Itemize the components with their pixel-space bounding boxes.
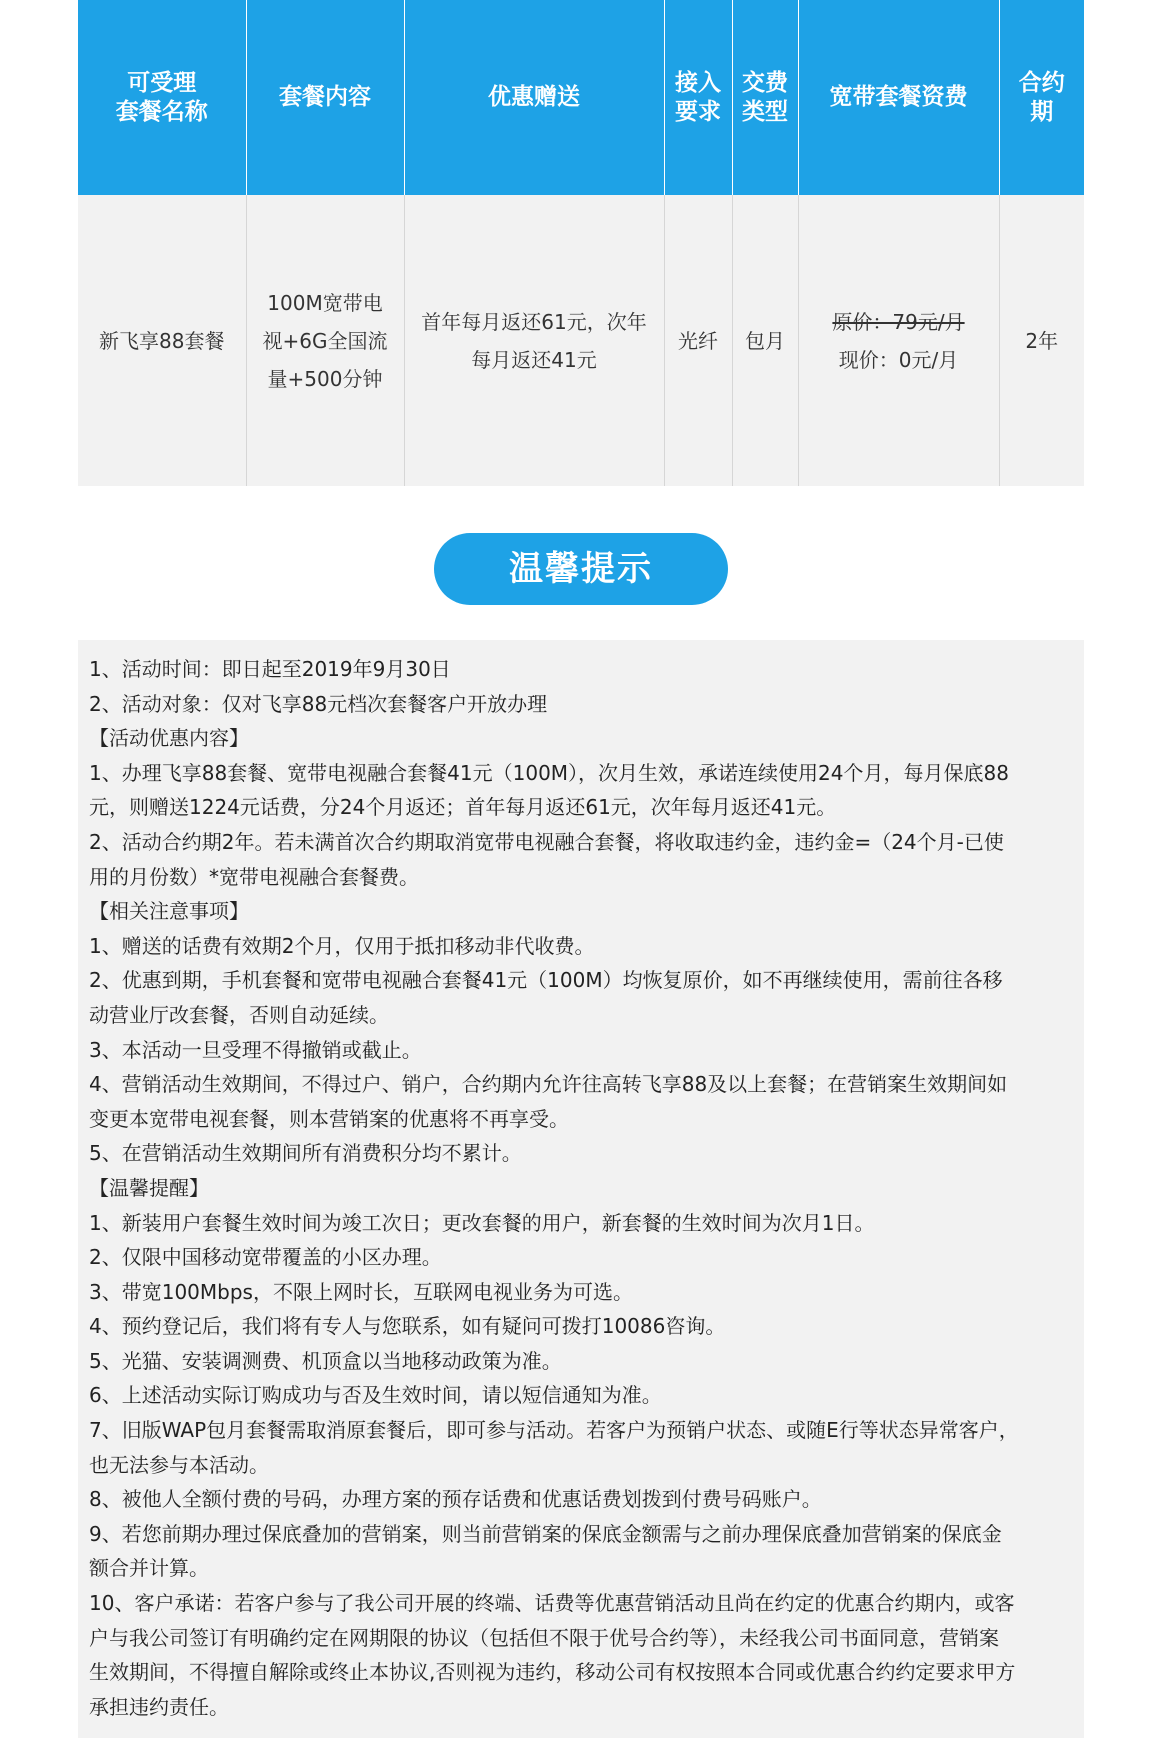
header-price — [798, 0, 999, 195]
note-line: 额合并计算。 — [89, 1556, 209, 1581]
header-plan-name — [78, 0, 246, 195]
note-line: 4、预约登记后，我们将有专人与您联系，如有疑问可拨打10086咨询。 — [89, 1314, 726, 1339]
note-line: 2、活动对象：仅对飞享88元档次套餐客户开放办理 — [89, 691, 548, 716]
note-line: 元，则赠送1224元话费，分24个月返还；首年每月返还61元，次年每月返还41元。 — [89, 795, 837, 820]
header-term — [999, 0, 1084, 195]
cell-term: 2年 — [999, 195, 1084, 486]
note-line: 3、本活动一旦受理不得撤销或截止。 — [89, 1037, 422, 1062]
note-line: 6、上述活动实际订购成功与否及生效时间，请以短信通知为准。 — [89, 1383, 662, 1408]
header-gift-label: 优惠赠送 — [488, 84, 580, 110]
header-gift — [404, 0, 664, 195]
cell-gift: 首年每月返还61元，次年每月返还41元 — [404, 195, 664, 486]
header-plan-name-label: 可受理 套餐名称 — [115, 69, 208, 125]
header-access-label: 接入 要求 — [675, 69, 721, 125]
header-plan-content-label: 套餐内容 — [279, 84, 371, 110]
note-line: 动营业厅改套餐，否则自动延续。 — [89, 1002, 389, 1027]
tip-title-badge: 温馨提示 — [434, 533, 728, 605]
note-line: 2、仅限中国移动宽带覆盖的小区办理。 — [89, 1245, 442, 1270]
note-line: 3、带宽100Mbps，不限上网时长，互联网电视业务为可选。 — [89, 1279, 633, 1304]
cell-payment: 包月 — [732, 195, 798, 486]
note-line: 用的月份数）*宽带电视融合套餐费。 — [89, 864, 419, 889]
plan-table-wrapper — [78, 0, 1084, 486]
note-line: 变更本宽带电视套餐，则本营销案的优惠将不再享受。 — [89, 1106, 569, 1131]
note-section-heading: 【活动优惠内容】 — [89, 726, 249, 751]
header-payment-label: 交费 类型 — [742, 69, 788, 125]
header-price-label: 宽带套餐资费 — [829, 84, 968, 110]
note-line: 9、若您前期办理过保底叠加的营销案，则当前营销案的保底金额需与之前办理保底叠加营销案的保底金 — [89, 1521, 1002, 1546]
cell-plan-content: 100M宽带电视+6G全国流量+500分钟 — [246, 195, 404, 486]
note-line: 1、活动时间：即日起至2019年9月30日 — [89, 657, 451, 681]
note-section-heading: 【温馨提醒】 — [89, 1175, 209, 1200]
note-section-heading: 【相关注意事项】 — [89, 899, 249, 924]
plan-table — [78, 0, 1084, 486]
header-term-label: 合约 期 — [1018, 69, 1065, 125]
note-line: 承担违约责任。 — [89, 1694, 229, 1719]
cell-plan-name: 新飞享88套餐 — [78, 195, 246, 486]
note-line: 1、赠送的话费有效期2个月，仅用于抵扣移动非代收费。 — [89, 933, 595, 958]
note-line: 户与我公司签订有明确约定在网期限的协议（包括但不限于优号合约等），未经我公司书面同意，营销案 — [89, 1625, 999, 1650]
note-line: 2、优惠到期，手机套餐和宽带电视融合套餐41元（100M）均恢复原价，如不再继续使用，需前往各移 — [89, 968, 1003, 993]
note-line: 1、新装用户套餐生效时间为竣工次日；更改套餐的用户，新套餐的生效时间为次月1日。 — [89, 1210, 875, 1235]
note-line: 4、营销活动生效期间，不得过户、销户，合约期内允许往高转飞享88及以上套餐；在营销案生效期间如 — [89, 1072, 1008, 1097]
header-access — [664, 0, 732, 195]
note-line: 生效期间，不得擅自解除或终止本协议,否则视为违约，移动公司有权按照本合同或优惠合约约定要求甲方 — [89, 1660, 1016, 1685]
cell-price — [798, 195, 999, 486]
notes-panel — [78, 640, 1084, 1738]
note-line: 5、在营销活动生效期间所有消费积分均不累计。 — [89, 1141, 522, 1166]
table-header-row — [78, 0, 1084, 195]
header-plan-content — [246, 0, 404, 195]
cell-access: 光纤 — [664, 195, 732, 486]
note-line: 7、旧版WAP包月套餐需取消原套餐后，即可参与活动。若客户为预销户状态、或随E行等状态异常客户， — [89, 1418, 1019, 1443]
note-line: 8、被他人全额付费的号码，办理方案的预存话费和优惠话费划拨到付费号码账户。 — [89, 1487, 822, 1512]
original-price: 原价：79元/月 — [832, 309, 965, 334]
note-line: 1、办理飞享88套餐、宽带电视融合套餐41元（100M），次月生效，承诺连续使用24个月，每月保底88 — [89, 760, 1009, 785]
header-payment — [732, 0, 798, 195]
current-price: 现价：0元/月 — [838, 347, 959, 372]
note-line: 2、活动合约期2年。若未满首次合约期取消宽带电视融合套餐，将收取违约金，违约金=（24个月-已使 — [89, 829, 1004, 854]
note-line: 10、客户承诺：若客户参与了我公司开展的终端、话费等优惠营销活动且尚在约定的优惠合约期内，或客 — [89, 1591, 1015, 1616]
table-row — [78, 195, 1084, 486]
note-line: 也无法参与本活动。 — [89, 1452, 269, 1477]
note-line: 5、光猫、安装调测费、机顶盒以当地移动政策为准。 — [89, 1348, 562, 1373]
